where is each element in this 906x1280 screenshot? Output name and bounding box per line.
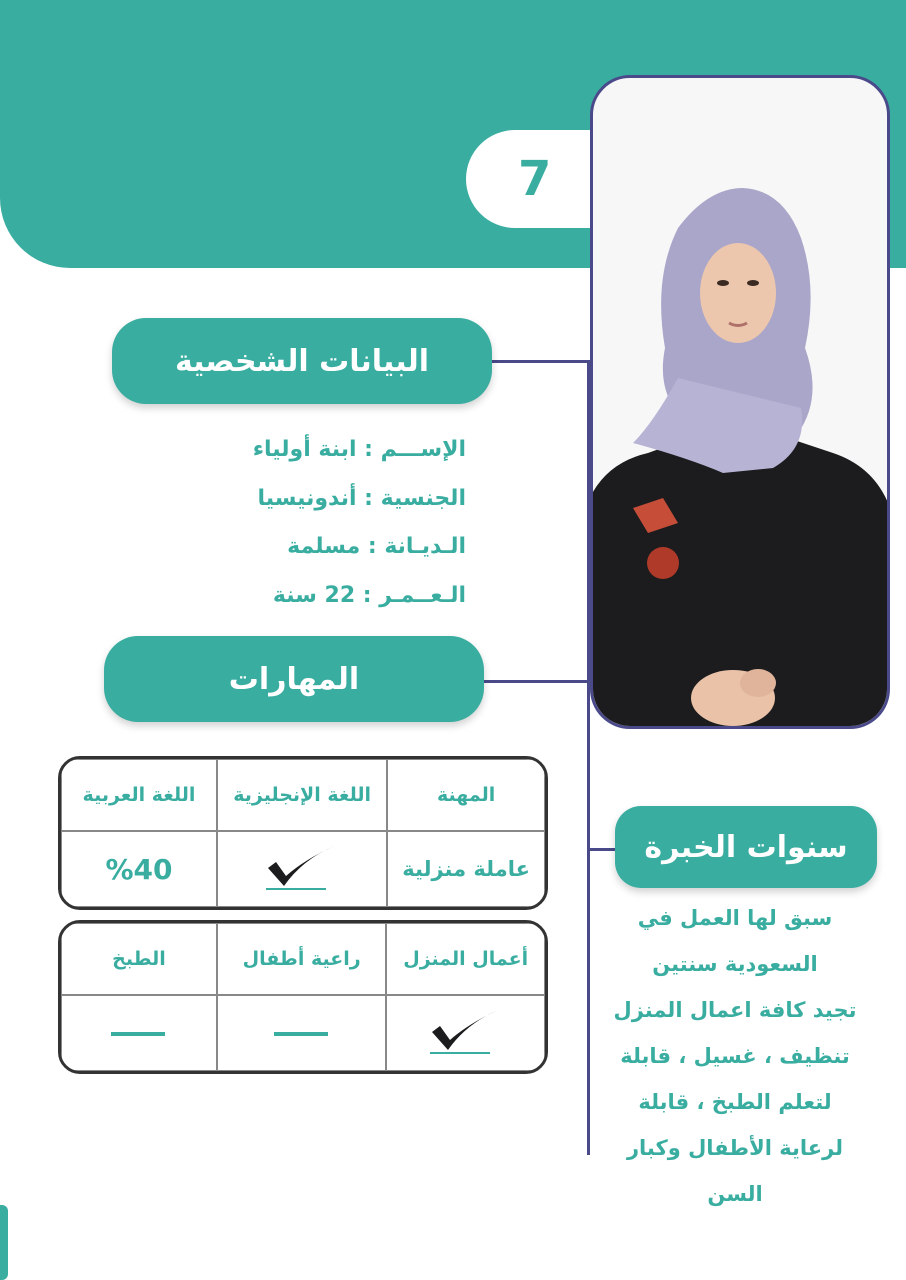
experience-line: تجيد كافة اعمال المنزل [613,998,857,1022]
skills-table-2 [58,920,548,1074]
experience-line: سبق لها العمل في [637,906,833,930]
table-row [61,831,545,907]
value-profession: عاملة منزلية [387,831,545,907]
experience-description [600,895,870,1217]
check-icon [386,995,545,1071]
info-nationality: الجنسية : أندونيسيا [257,486,466,511]
header-english: اللغة الإنجليزية [217,759,387,831]
table-row [61,923,545,995]
header-babysitter: راعية أطفال [217,923,386,995]
profile-photo [590,75,890,729]
decorative-edge-mark [0,1205,8,1280]
connector-line-personal [492,360,590,363]
connector-line-vertical [587,360,590,1155]
info-age: الـعــمـر : 22 سنة [272,583,466,608]
info-name: الإســـم : ابنة أولياء [252,437,466,462]
dash-icon [61,995,217,1071]
header-housework: أعمال المنزل [386,923,545,995]
value-arabic-level: %40 [61,831,217,907]
info-religion: الـديـانة : مسلمة [287,534,466,559]
header-profession: المهنة [387,759,545,831]
experience-line: لتعلم الطبخ ، قابلة [638,1090,832,1114]
dash-icon [217,995,386,1071]
table-row [61,995,545,1071]
personal-data-heading: البيانات الشخصية [112,318,492,404]
experience-line: لرعاية الأطفال وكبار [626,1136,844,1160]
header-arabic: اللغة العربية [61,759,217,831]
experience-heading: سنوات الخبرة [615,806,877,888]
skills-table-1 [58,756,548,910]
table-row [61,759,545,831]
check-icon [217,831,387,907]
header-cooking: الطبخ [61,923,217,995]
card-number: 7 [518,151,552,207]
person-illustration [593,78,887,726]
experience-line: تنظيف ، غسيل ، قابلة [620,1044,850,1068]
skills-heading: المهارات [104,636,484,722]
experience-line: السن [707,1182,763,1206]
connector-line-skills [484,680,590,683]
experience-line: السعودية سنتين [652,952,818,976]
connector-line-experience [587,848,617,851]
